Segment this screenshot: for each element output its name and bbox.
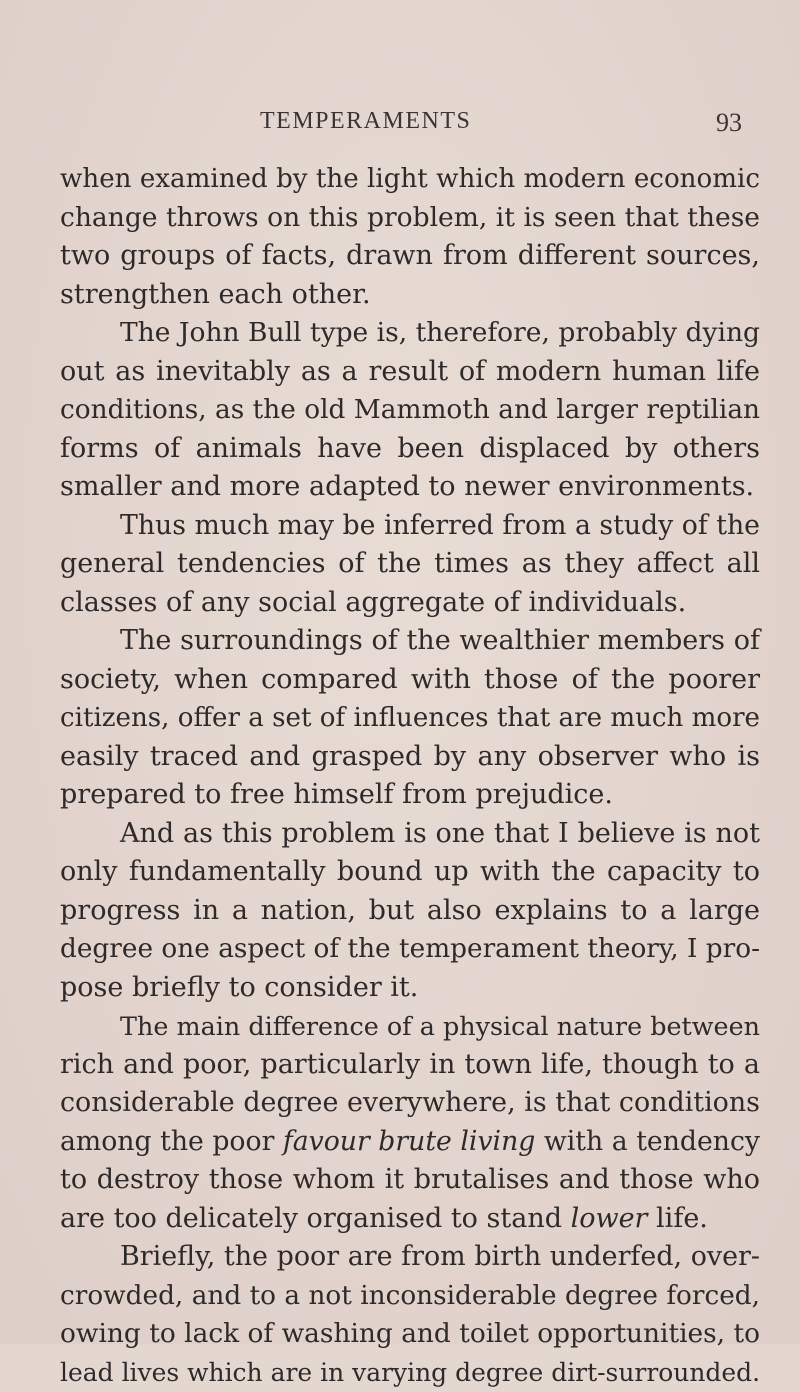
body-text	[60, 160, 760, 1392]
text-line: citizens, offer a set of influences that are much more	[60, 699, 760, 738]
text-segment: life.	[647, 1203, 707, 1234]
text-line: crowded, and to a not inconsiderable degree forced,	[60, 1277, 760, 1316]
text-line: out as inevitably as a result of modern human life	[60, 353, 760, 392]
italic-text: lower	[571, 1203, 648, 1234]
text-line: forms of animals have been displaced by others	[60, 430, 760, 469]
text-line: two groups of facts, drawn from different sources,	[60, 237, 760, 276]
text-line: conditions, as the old Mammoth and larger reptilian	[60, 391, 760, 430]
text-line: considerable degree everywhere, is that conditions	[60, 1084, 760, 1123]
text-line	[60, 1123, 760, 1162]
text-line: society, when compared with those of the poorer	[60, 661, 760, 700]
text-line: when examined by the light which modern economic	[60, 160, 760, 199]
text-line: progress in a nation, but also explains to a large	[60, 892, 760, 931]
text-line: pose briefly to consider it.	[60, 969, 760, 1008]
text-line	[60, 1200, 760, 1239]
text-line: smaller and more adapted to newer environments.	[60, 468, 760, 507]
text-line: Briefly, the poor are from birth underfed, over-	[60, 1238, 760, 1277]
text-line: Thus much may be inferred from a study of the	[60, 507, 760, 546]
running-title: TEMPERAMENTS	[260, 108, 471, 135]
text-line: only fundamentally bound up with the capacity to	[60, 853, 760, 892]
text-line: easily traced and grasped by any observer who is	[60, 738, 760, 777]
text-line: classes of any social aggregate of individuals.	[60, 584, 760, 623]
text-line: general tendencies of the times as they affect all	[60, 545, 760, 584]
text-segment: among the poor	[60, 1126, 283, 1157]
text-line: The John Bull type is, therefore, probably dying	[60, 314, 760, 353]
text-line: lead lives which are in varying degree dirt-surrounded.	[60, 1354, 760, 1392]
text-line: The surroundings of the wealthier members of	[60, 622, 760, 661]
page-number: 93	[716, 108, 742, 138]
running-head	[0, 108, 800, 138]
text-line: change throws on this problem, it is seen that these	[60, 199, 760, 238]
text-line: The main difference of a physical nature between	[60, 1007, 760, 1046]
text-line: strengthen each other.	[60, 276, 760, 315]
text-segment: are too delicately organised to stand	[60, 1203, 571, 1234]
text-line: owing to lack of washing and toilet opportunities, to	[60, 1315, 760, 1354]
text-line: to destroy those whom it brutalises and those who	[60, 1161, 760, 1200]
text-segment: with a tendency	[535, 1126, 760, 1157]
text-line: degree one aspect of the temperament theory, I pro-	[60, 930, 760, 969]
italic-text: favour brute living	[283, 1126, 535, 1157]
text-line: prepared to free himself from prejudice.	[60, 776, 760, 815]
text-line: rich and poor, particularly in town life, though to a	[60, 1046, 760, 1085]
text-line: And as this problem is one that I believe is not	[60, 815, 760, 854]
